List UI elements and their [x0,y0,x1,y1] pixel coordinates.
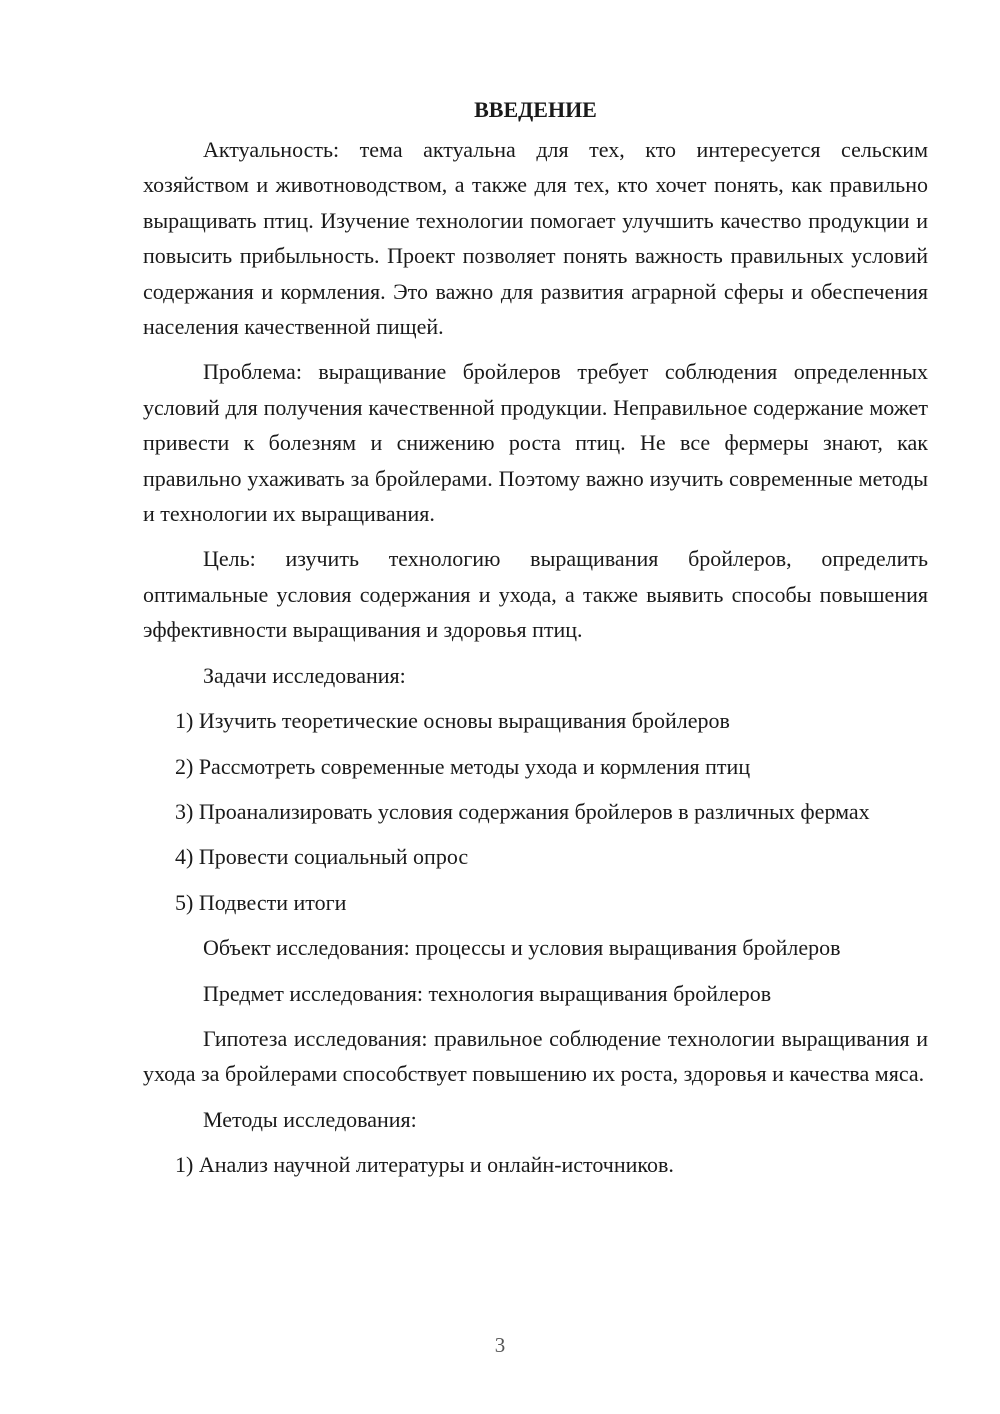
method-item-1: 1) Анализ научной литературы и онлайн-источников. [175,1152,674,1178]
section-title: ВВЕДЕНИЕ [474,97,597,122]
tasks-heading: Задачи исследования: [203,662,406,688]
hypothesis-paragraph: Гипотеза исследования: правильное соблюдение технологии выращивания и ухода за бройлерами способствует повышению их роста, здоровья и качества мяса. [143,1025,928,1087]
document-page [143,88,928,1193]
task-item-3: 3) Проанализировать условия содержания бройлеров в различных фермах [175,798,870,824]
task-item-4: 4) Провести социальный опрос [175,844,469,870]
subject-line: Предмет исследования: технология выращивания бройлеров [203,980,772,1006]
relevance-paragraph: Актуальность: тема актуальна для тех, кто интересуется сельским хозяйством и животноводством, а также для тех, кто хочет понять, как правильно выращивать птиц. Изучение технологии помогает улучшить качество продукции и повысить прибыльность. Проект позволяет понять важность правильных условий содержания и кормления. Это важно для развития аграрной сферы и обеспечения населения качественной пищей. [143,137,928,340]
goal-paragraph: Цель: изучить технологию выращивания бройлеров, определить оптимальные условия содержания и ухода, а также выявить способы повышения эффективности выращивания и здоровья птиц. [143,546,928,643]
task-item-1: 1) Изучить теоретические основы выращивания бройлеров [175,708,730,734]
page-number: 3 [494,1333,506,1357]
problem-paragraph: Проблема: выращивание бройлеров требует соблюдения определенных условий для получения качественной продукции. Неправильное содержание может привести к болезням и снижению роста птиц. Не все фермеры знают, как правильно ухаживать за бройлерами. Поэтому важно изучить современные методы и технологии их выращивания. [143,359,928,527]
methods-heading: Методы исследования: [203,1106,417,1132]
task-item-2: 2) Рассмотреть современные методы ухода и кормления птиц [175,753,751,779]
object-line: Объект исследования: процессы и условия выращивания бройлеров [203,935,841,961]
task-item-5: 5) Подвести итоги [175,889,347,915]
